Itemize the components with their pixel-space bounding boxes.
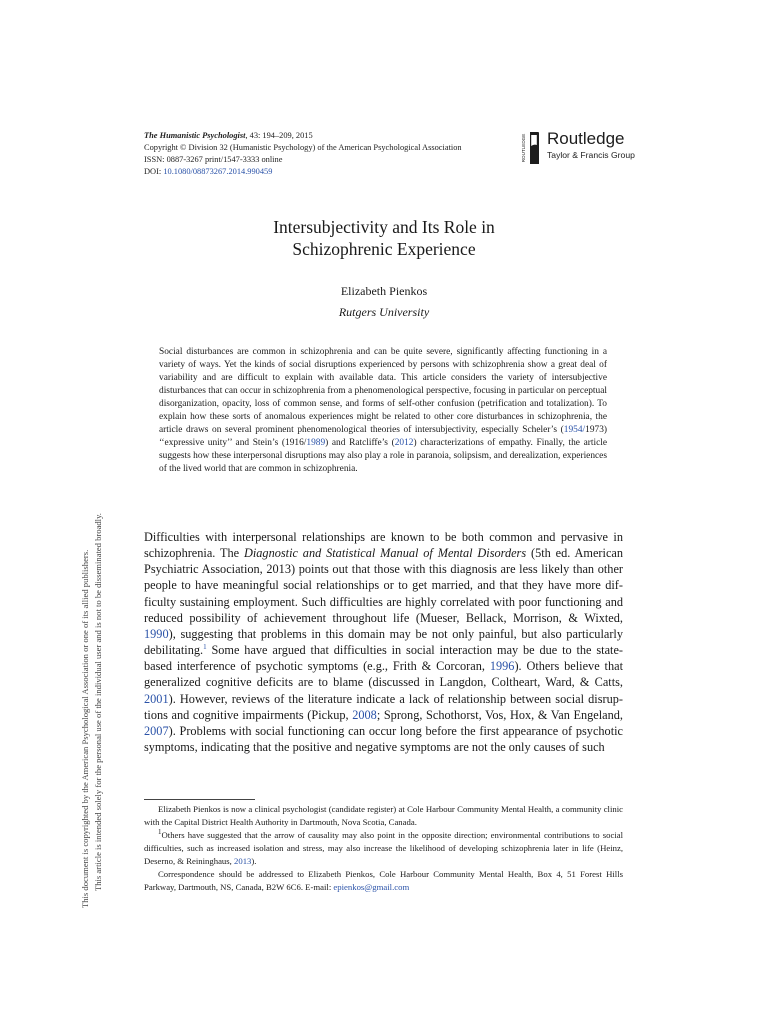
publisher-subtitle: Taylor & Francis Group [547,150,635,160]
journal-volume: , 43: 194–209, 2015 [245,131,313,140]
footnote-text: ). [251,855,257,866]
logo-vertical-text: ROUTLEDGE [521,133,526,163]
dsm-title: Diagnostic and Statistical Manual of Mental Disorders [243,546,527,561]
copyright-sidebar [79,268,105,908]
body-text: ), suggesting that problems in this domain may be not only painful, but also particularly debilitating. [144,626,623,658]
email-link[interactable]: epienkos@gmail.com [333,881,410,892]
footnote-marker[interactable]: 1 [203,643,207,651]
body-text: (5th ed. American Psychiatric Association, 2013) points out that those with this diagnosis are less likely than other people to have meaningful social relationships or to get married, and that they have more dif-ficulty sustaining employment. Such difficulties are highly correlated with poor functioning and reduced possibility of achievement throughout life (Mueser, Bellack, Morrison, & Wixted, [144,546,624,625]
routledge-logo-icon [520,131,540,165]
footnote-author-note [144,803,623,829]
article-title-line-2: Schizophrenic Experience [292,239,476,259]
footnote-1 [144,829,623,868]
body-text: Some have argued that difficulties in social interaction may be due to the state-based interference of psychotic symptoms (e.g., Frith & Corcoran, [144,643,623,674]
footnote-divider [144,799,255,800]
issn-line: ISSN: 0887-3267 print/1547-3333 online [144,155,283,164]
footnote-text: Correspondence should be addressed to Elizabeth Pienkos, Cole Harbour Community Mental Health, Box 4, 51 Forest Hills Parkway, Dartmouth, NS, Canada, B2W 6C6. E-mail: [144,869,623,892]
citation-link[interactable]: 2007 [144,723,169,738]
body-text: ; Sprong, Schothorst, Vos, Hox, & Van Engeland, [376,707,623,722]
footnote-text: Others have suggested that the arrow of causality may also point in the opposite direction; environmental contributions to social difficulties, such as increased isolation and stress, may also increase the likelihood of developing schizophrenia later in life (Heinz, Deserno, & Reininghaus, [144,830,623,866]
body-text: ). Others believe that generalized cognitive deficits are to blame (discussed in Langdon, Coltheart, Ward, & Catts, [144,659,623,690]
doi-link[interactable]: 10.1080/08873267.2014.990459 [163,167,273,176]
sidebar-line-2: This article is intended solely for the personal use of the individual user and is not to be disseminated broadly. [93,513,104,891]
body-paragraph [144,529,623,755]
abstract-text: Social disturbances are common in schizophrenia and can be quite severe, significantly affecting functioning in a variety of ways. Yet the kinds of social disruptions experienced by persons with schizophrenia show a great deal of variability and are difficult to explain with available data. This article considers the variety of intersubjective disturbances that can occur in schizophrenia from a phenomenological perspective, focusing in particular on perceptual disorganization, opacity, loss of common sense, and forms of self-other confusion (petrification and totalization). To explain how these sorts of anomalous experiences might be related to other core disturbances in schizophrenia, the article draws on several prominent phenomenological theories of intersubjectivity, especially Scheler’s ( [159,347,607,435]
doi-line [144,166,462,178]
article-title-line-1: Intersubjectivity and Its Role in [273,217,495,237]
citation-link[interactable]: 1990 [144,626,169,641]
abstract-text: ) and Ratcliffe’s ( [325,438,395,448]
abstract [159,346,607,476]
body-text: ). Problems with social functioning can occur long before the first appearance of psychotic symptoms, indicating that the positive and negative symptoms are not the only causes of such [144,723,623,755]
citation-link[interactable]: 2013 [234,855,252,866]
copyright-line: Copyright © Division 32 (Humanistic Psychology) of the American Psychological Association [144,143,462,152]
body-text: ). However, reviews of the literature indicate a lack of relationship between social disrup-tions and cognitive impairments (Pickup, [144,691,623,722]
publisher-name: Routledge [547,129,625,148]
footnote-text: Elizabeth Pienkos is now a clinical psychologist (candidate register) at Cole Harbour Community Mental Health, a community clinic with the Capital District Health Authority in Dartmouth, Nova Scotia, Canada. [144,804,623,827]
doi-label: DOI: [144,167,164,176]
citation-link[interactable]: 1989 [306,438,326,448]
journal-name: The Humanistic Psychologist [144,131,246,140]
author-name: Elizabeth Pienkos [340,284,428,298]
citation-link[interactable]: 1954/ [563,425,586,435]
journal-header [144,130,462,178]
citation-link[interactable]: 2008 [352,707,377,722]
footnote-correspondence [144,868,623,894]
citation-link[interactable]: 2012 [394,438,414,448]
citation-link[interactable]: 2001 [144,691,169,706]
abstract-text: ) characterizations of empathy. Finally, the article suggests how these interpersonal disruptions may also play a role in paranoia, solipsism, and derealization, experiences of the lived world that are common in schizophrenia. [159,438,607,474]
sidebar-line-1: This document is copyrighted by the American Psychological Association or one of its allied publishers. [80,549,90,908]
citation-link[interactable]: 1996 [489,659,515,674]
abstract-text: 1973) ‘‘expressive unity’’ and Stein’s (1916/ [159,425,607,448]
author-affiliation: Rutgers University [338,305,430,319]
footnote-number: 1 [158,828,162,837]
body-text: Difficulties with interpersonal relationships are known to be both common and pervasive in schizophrenia. The [144,530,623,561]
journal-citation-line [144,130,462,142]
